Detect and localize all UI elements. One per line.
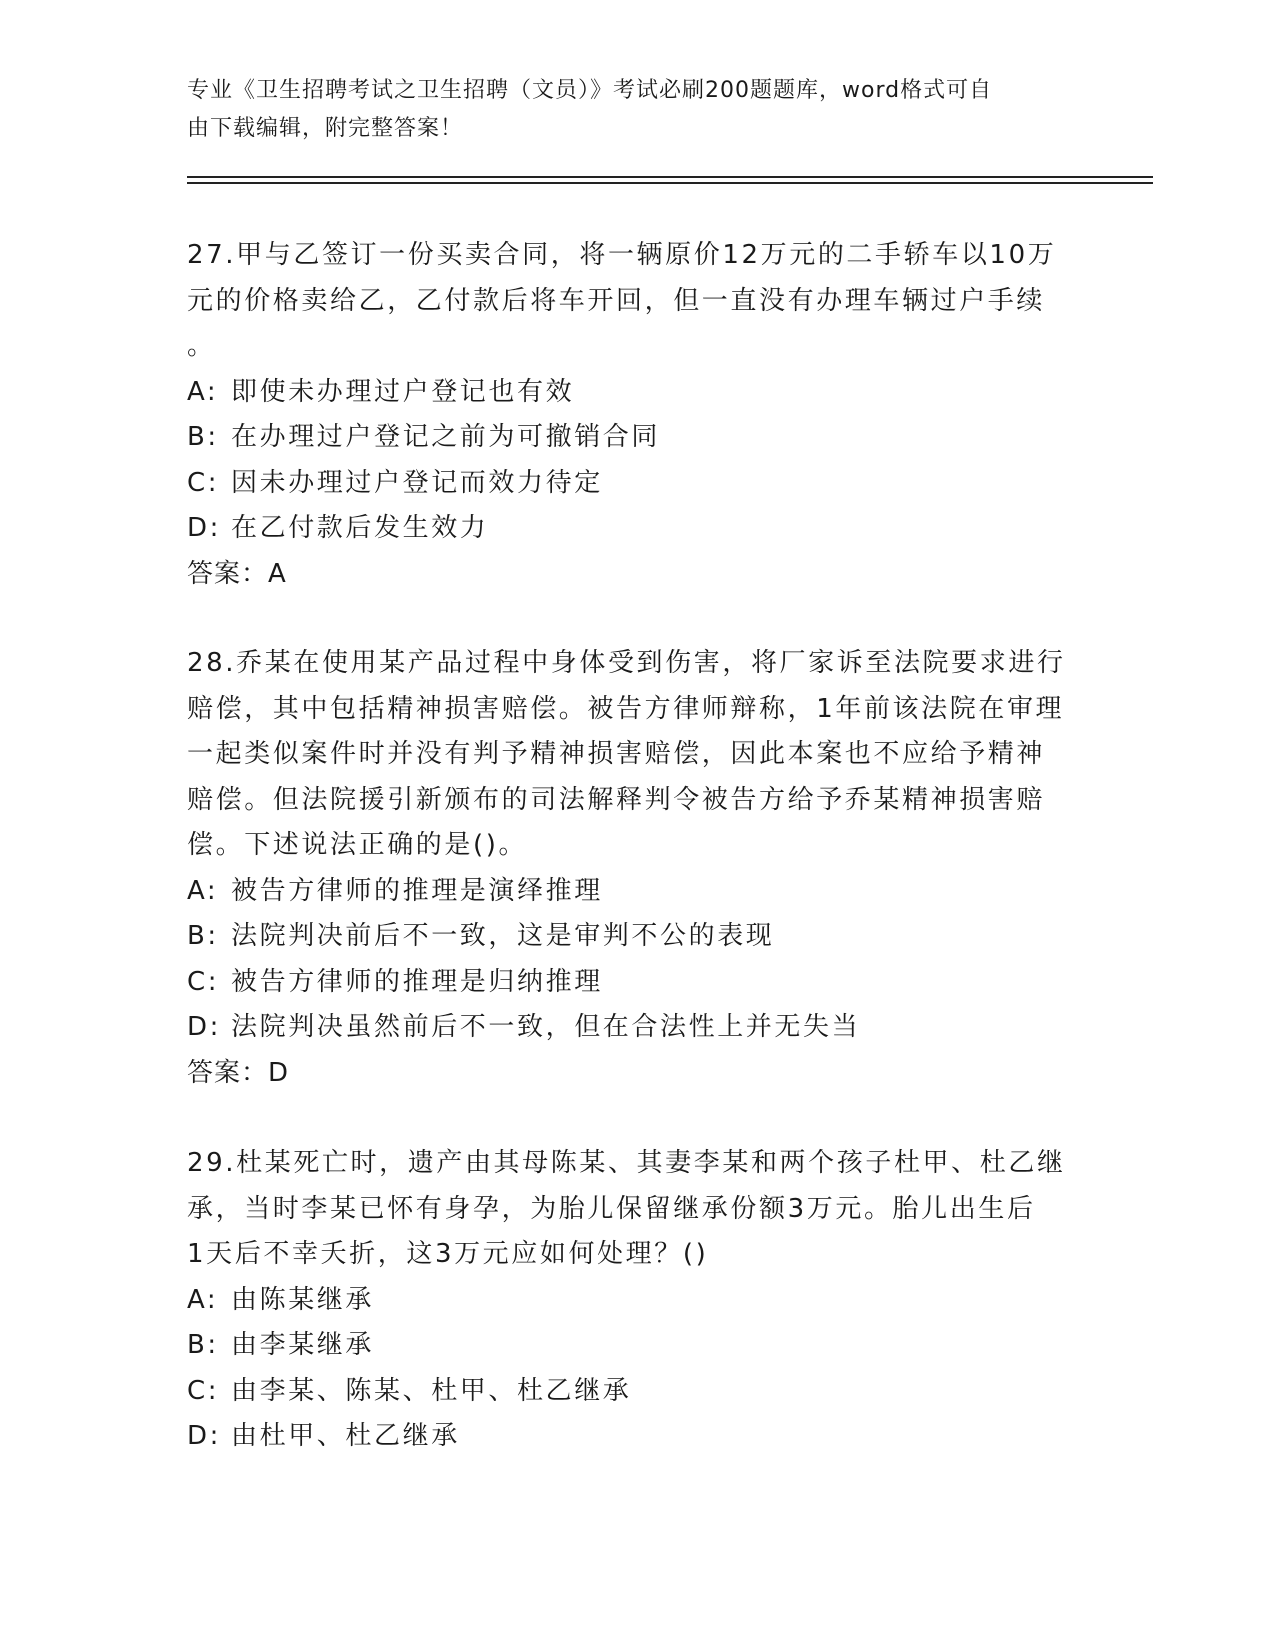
question-text-line: 27.甲与乙签订一份买卖合同，将一辆原价12万元的二手轿车以10万 [187,240,1057,270]
document-header [187,72,1067,148]
option-text: 由李某、陈某、杜甲、杜乙继承 [231,1375,632,1406]
option-a [187,370,1087,416]
option-a [187,869,1087,915]
answer-label: 答案：A [187,558,287,589]
answer-label: 答案：D [187,1057,290,1088]
option-label: C: [187,966,220,997]
option-label: C: [187,1375,220,1406]
option-c [187,1369,1087,1415]
option-c [187,461,1087,507]
header-line-1: 专业《卫生招聘考试之卫生招聘（文员）》考试必刷200题题库，word格式可自 [187,78,993,103]
question-text-line: 29.杜某死亡时，遗产由其母陈某、其妻李某和两个孩子杜甲、杜乙继 [187,1148,1066,1178]
option-label: D: [187,1421,221,1451]
option-a [187,1278,1087,1324]
option-text: 由陈某继承 [231,1284,375,1315]
option-label: C: [187,467,220,498]
question-text-line: 1天后不幸夭折，这3万元应如何处理？() [187,1239,709,1269]
header-divider-bottom [187,182,1153,184]
option-b [187,914,1087,960]
question-27 [187,233,1087,597]
option-text: 因未办理过户登记而效力待定 [231,467,603,498]
header-divider-top [187,176,1153,178]
option-text: 被告方律师的推理是演绎推理 [231,875,603,906]
option-b [187,415,1087,461]
option-label: D: [187,1012,221,1042]
option-label: A: [187,875,219,906]
option-d [187,1414,1087,1460]
option-label: B: [187,1330,219,1360]
option-label: D: [187,513,221,543]
option-label: A: [187,376,219,407]
question-text-line: 。 [187,331,216,361]
question-text-line: 承，当时李某已怀有身孕，为胎儿保留继承份额3万元。胎儿出生后 [187,1193,1036,1224]
question-text-line: 28.乔某在使用某产品过程中身体受到伤害，将厂家诉至法院要求进行 [187,648,1066,678]
option-text: 法院判决虽然前后不一致，但在合法性上并无失当 [231,1012,861,1042]
option-b [187,1323,1087,1369]
question-28 [187,641,1087,1096]
question-text-line: 赔偿。但法院援引新颁布的司法解释判令被告方给予乔某精神损害赔 [187,784,1046,815]
question-29 [187,1141,1087,1460]
option-text: 在乙付款后发生效力 [231,513,489,543]
option-text: 法院判决前后不一致，这是审判不公的表现 [231,921,775,951]
question-text-line: 偿。下述说法正确的是()。 [187,830,528,860]
option-d [187,506,1087,552]
header-line-2: 由下载编辑，附完整答案！ [187,116,464,141]
option-label: B: [187,921,219,951]
option-text: 由杜甲、杜乙继承 [231,1421,460,1451]
option-c [187,960,1087,1006]
option-text: 被告方律师的推理是归纳推理 [231,966,603,997]
option-text: 即使未办理过户登记也有效 [231,376,575,407]
question-text-line: 一起类似案件时并没有判予精神损害赔偿，因此本案也不应给予精神 [187,739,1046,769]
option-text: 在办理过户登记之前为可撤销合同 [231,422,661,452]
question-text-line: 赔偿，其中包括精神损害赔偿。被告方律师辩称，1年前该法院在审理 [187,693,1065,724]
option-d [187,1005,1087,1051]
option-label: A: [187,1284,219,1315]
question-text-line: 元的价格卖给乙，乙付款后将车开回，但一直没有办理车辆过户手续 [187,285,1046,316]
option-text: 由李某继承 [231,1330,375,1360]
option-label: B: [187,422,219,452]
